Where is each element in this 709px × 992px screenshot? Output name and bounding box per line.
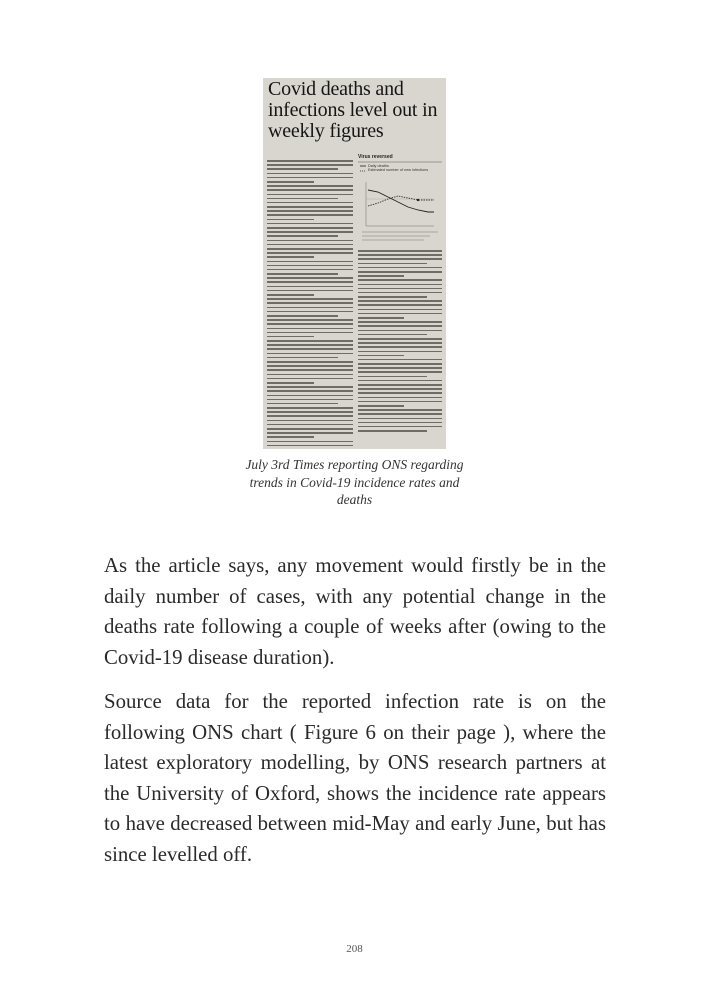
newspaper-clipping-image	[263, 78, 446, 449]
clipping-text-column-right	[358, 250, 442, 434]
mini-chart-plot	[358, 154, 442, 246]
legend-daily-deaths: Daily deaths	[368, 164, 389, 168]
body-paragraph-1: As the article says, any movement would firstly be in the daily number of cases, with any potential change in the deaths rate following a couple of weeks after (owing to the Covid-19 disease duration).	[104, 554, 606, 669]
clipping-headline: Covid deaths and infections level out in weekly figures	[268, 78, 438, 142]
page-number: 208	[346, 943, 363, 955]
clipping-mini-chart	[358, 154, 442, 246]
clipping-text-column-left	[267, 160, 353, 449]
mini-chart-title: Virus reversed	[358, 154, 393, 160]
image-caption: July 3rd Times reporting ONS regarding trends in Covid-19 incidence rates and deaths	[245, 457, 464, 507]
body-paragraph-2: Source data for the reported infection rate is on the following ONS chart ( Figure 6 on their page ), where the latest exploratory modelling, by ONS research partners at the University of Oxford, shows the incidence rate appears to have decreased between mid-May and early June, but has since levelled off.	[104, 690, 606, 866]
legend-new-infections: Estimated number of new infections	[368, 168, 429, 173]
